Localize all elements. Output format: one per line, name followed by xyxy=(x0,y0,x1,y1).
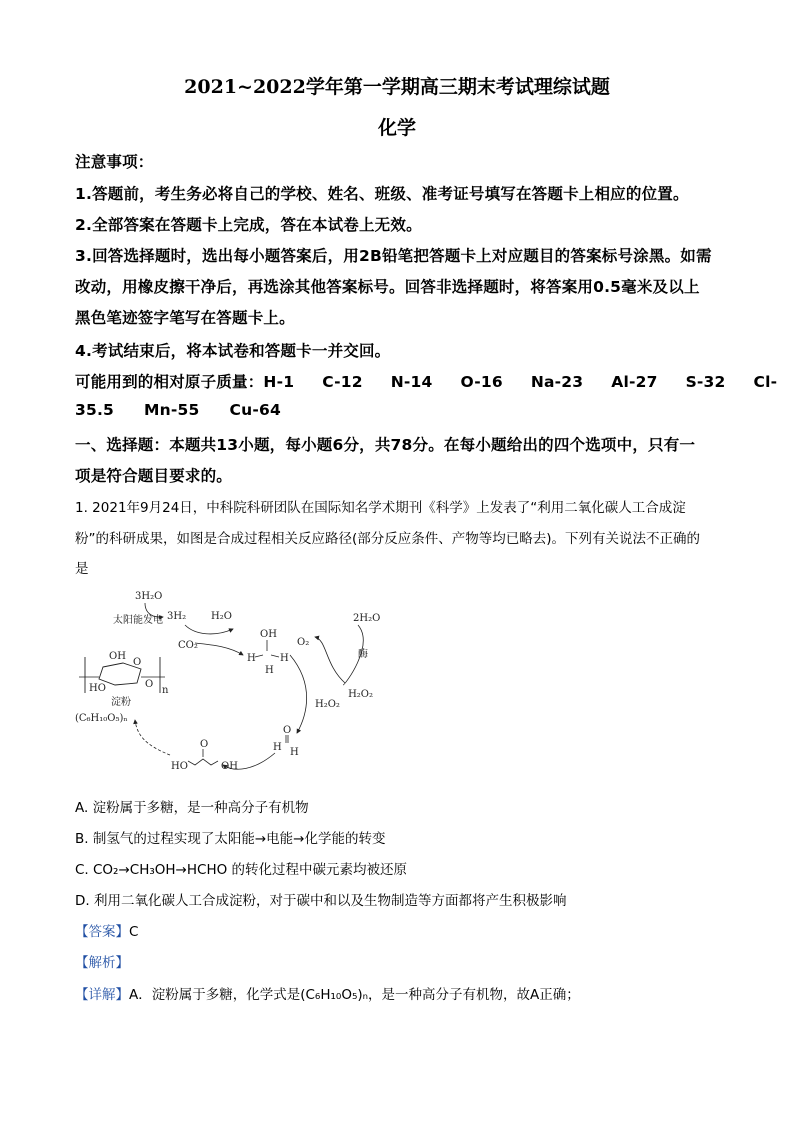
starch-ho: HO xyxy=(89,683,106,694)
exam-title: 2021~2022学年第一学期高三期末考试理综试题 xyxy=(184,76,610,98)
option-a: A. 淀粉属于多糖，是一种高分子有机物 xyxy=(75,800,309,816)
dha-o: O xyxy=(200,739,209,750)
option-b: B. 制氢气的过程实现了太阳能→电能→化学能的转变 xyxy=(75,831,386,847)
notice-item: 改动，用橡皮擦干净后，再选涂其他答案标号。回答非选择题时，将答案用0.5毫米及以上 xyxy=(75,278,700,296)
atomic-mass-item: S-32 xyxy=(685,373,726,391)
notice-item: 3.回答选择题时，选出每小题答案后，用2B铅笔把答题卡上对应题目的答案标号涂黑。如需 xyxy=(75,247,712,265)
atomic-mass-item: Al-27 xyxy=(611,373,658,391)
question-stem: 是 xyxy=(75,561,89,577)
formaldehyde-o: O xyxy=(283,725,292,736)
atomic-mass-item: N-14 xyxy=(390,373,433,391)
bond-line xyxy=(255,655,263,657)
analysis-label: 【解析】 xyxy=(75,955,129,971)
notice-item: 黑色笔迹签字笔写在答题卡上。 xyxy=(75,309,295,327)
two-h2o-label: 2H₂O xyxy=(353,613,381,624)
co2-label: CO₂ xyxy=(178,640,198,651)
detail-line xyxy=(75,983,580,1003)
subject-title: 化学 xyxy=(377,117,416,139)
atomic-mass-item: Na-23 xyxy=(530,373,584,391)
question-stem: 粉”的科研成果，如图是合成过程相关反应路径(部分反应条件、产物等均已略去)。下列有关说法不正确的 xyxy=(75,531,701,547)
answer-value: C xyxy=(129,924,139,940)
h2o2-mid-label: H₂O₂ xyxy=(315,699,340,710)
atomic-mass-item: Mn-55 xyxy=(144,401,200,419)
solar-power-label: 太阳能发电 xyxy=(113,615,163,626)
starch-label: 淀粉 xyxy=(111,697,131,708)
atomic-mass-item: Cu-64 xyxy=(229,401,281,419)
arrow-methanol-to-formaldehyde xyxy=(290,655,307,733)
option-c: C. CO₂→CH₃OH→HCHO 的转化过程中碳元素均被还原 xyxy=(75,862,408,878)
dha-oh: OH xyxy=(221,761,238,772)
dha-chain xyxy=(188,759,218,765)
starch-link-o: O xyxy=(145,679,154,690)
formaldehyde-h2: H xyxy=(290,747,299,758)
atomic-mass-item: Cl- xyxy=(753,373,778,391)
arrow-to-h2o xyxy=(185,625,233,634)
water-in-label: 3H₂O xyxy=(135,591,163,602)
enzyme-label: 酶 xyxy=(358,649,368,660)
starch-formula: (C₆H₁₀O₅)ₙ xyxy=(75,713,128,724)
arrow-dha-to-starch xyxy=(135,720,170,755)
atomic-mass-label: 可能用到的相对原子质量：H-1 xyxy=(75,373,295,391)
notice-item: 4.考试结束后，将本试卷和答题卡一并交回。 xyxy=(75,342,391,360)
h2o2-right-label: H₂O₂ xyxy=(348,689,373,700)
analysis-line xyxy=(75,951,129,971)
o2-label: O₂ xyxy=(297,637,310,648)
option-d: D. 利用二氧化碳人工合成淀粉，对于碳中和以及生物制造等方面都将产生积极影响 xyxy=(75,893,567,909)
enzyme-cycle-left xyxy=(315,637,345,683)
arrow-co2-to-methanol xyxy=(195,643,243,655)
starch-ring-o: O xyxy=(133,657,142,668)
methanol-h-bottom: H xyxy=(265,665,274,676)
detail-text: A．淀粉属于多糖，化学式是(C₆H₁₀O₅)ₙ，是一种高分子有机物，故A正确； xyxy=(129,987,580,1003)
notice-item: 1.答题前，考生务必将自己的学校、姓名、班级、准考证号填写在答题卡上相应的位置。 xyxy=(75,185,689,203)
atomic-mass-item: O-16 xyxy=(460,373,503,391)
answer-line xyxy=(75,920,138,940)
starch-oh-top: OH xyxy=(109,651,126,662)
notice-heading: 注意事项： xyxy=(75,153,154,171)
notice-item: 2.全部答案在答题卡上完成，答在本试卷上无效。 xyxy=(75,216,422,234)
section-heading-cont: 项是符合题目要求的。 xyxy=(75,467,233,485)
section-heading: 一、选择题：本题共13小题，每小题6分，共78分。在每小题给出的四个选项中，只有一 xyxy=(75,436,696,454)
starch-n: n xyxy=(162,685,169,696)
atomic-mass-line-2 xyxy=(75,401,311,419)
h2-label: 3H₂ xyxy=(167,611,187,622)
dha-ho: HO xyxy=(171,761,188,772)
question-stem: 1. 2021年9月24日，中科院科研团队在国际知名学术期刊《科学》上发表了“利用二氧化碳人工合成淀 xyxy=(75,500,686,516)
atomic-mass-item: 35.5 xyxy=(75,401,115,419)
methanol-oh-label: OH xyxy=(260,629,277,640)
h2o-out-label: H₂O xyxy=(211,611,232,622)
answer-label: 【答案】 xyxy=(75,924,129,940)
bond-line xyxy=(271,655,279,657)
formaldehyde-h1: H xyxy=(273,742,282,753)
detail-label: 【详解】 xyxy=(75,987,129,1003)
atomic-mass-item: C-12 xyxy=(322,373,363,391)
methanol-h-right: H xyxy=(280,653,289,664)
reaction-pathway-diagram xyxy=(75,585,381,785)
methanol-h-left: H xyxy=(247,653,256,664)
atomic-mass-line xyxy=(75,370,777,392)
